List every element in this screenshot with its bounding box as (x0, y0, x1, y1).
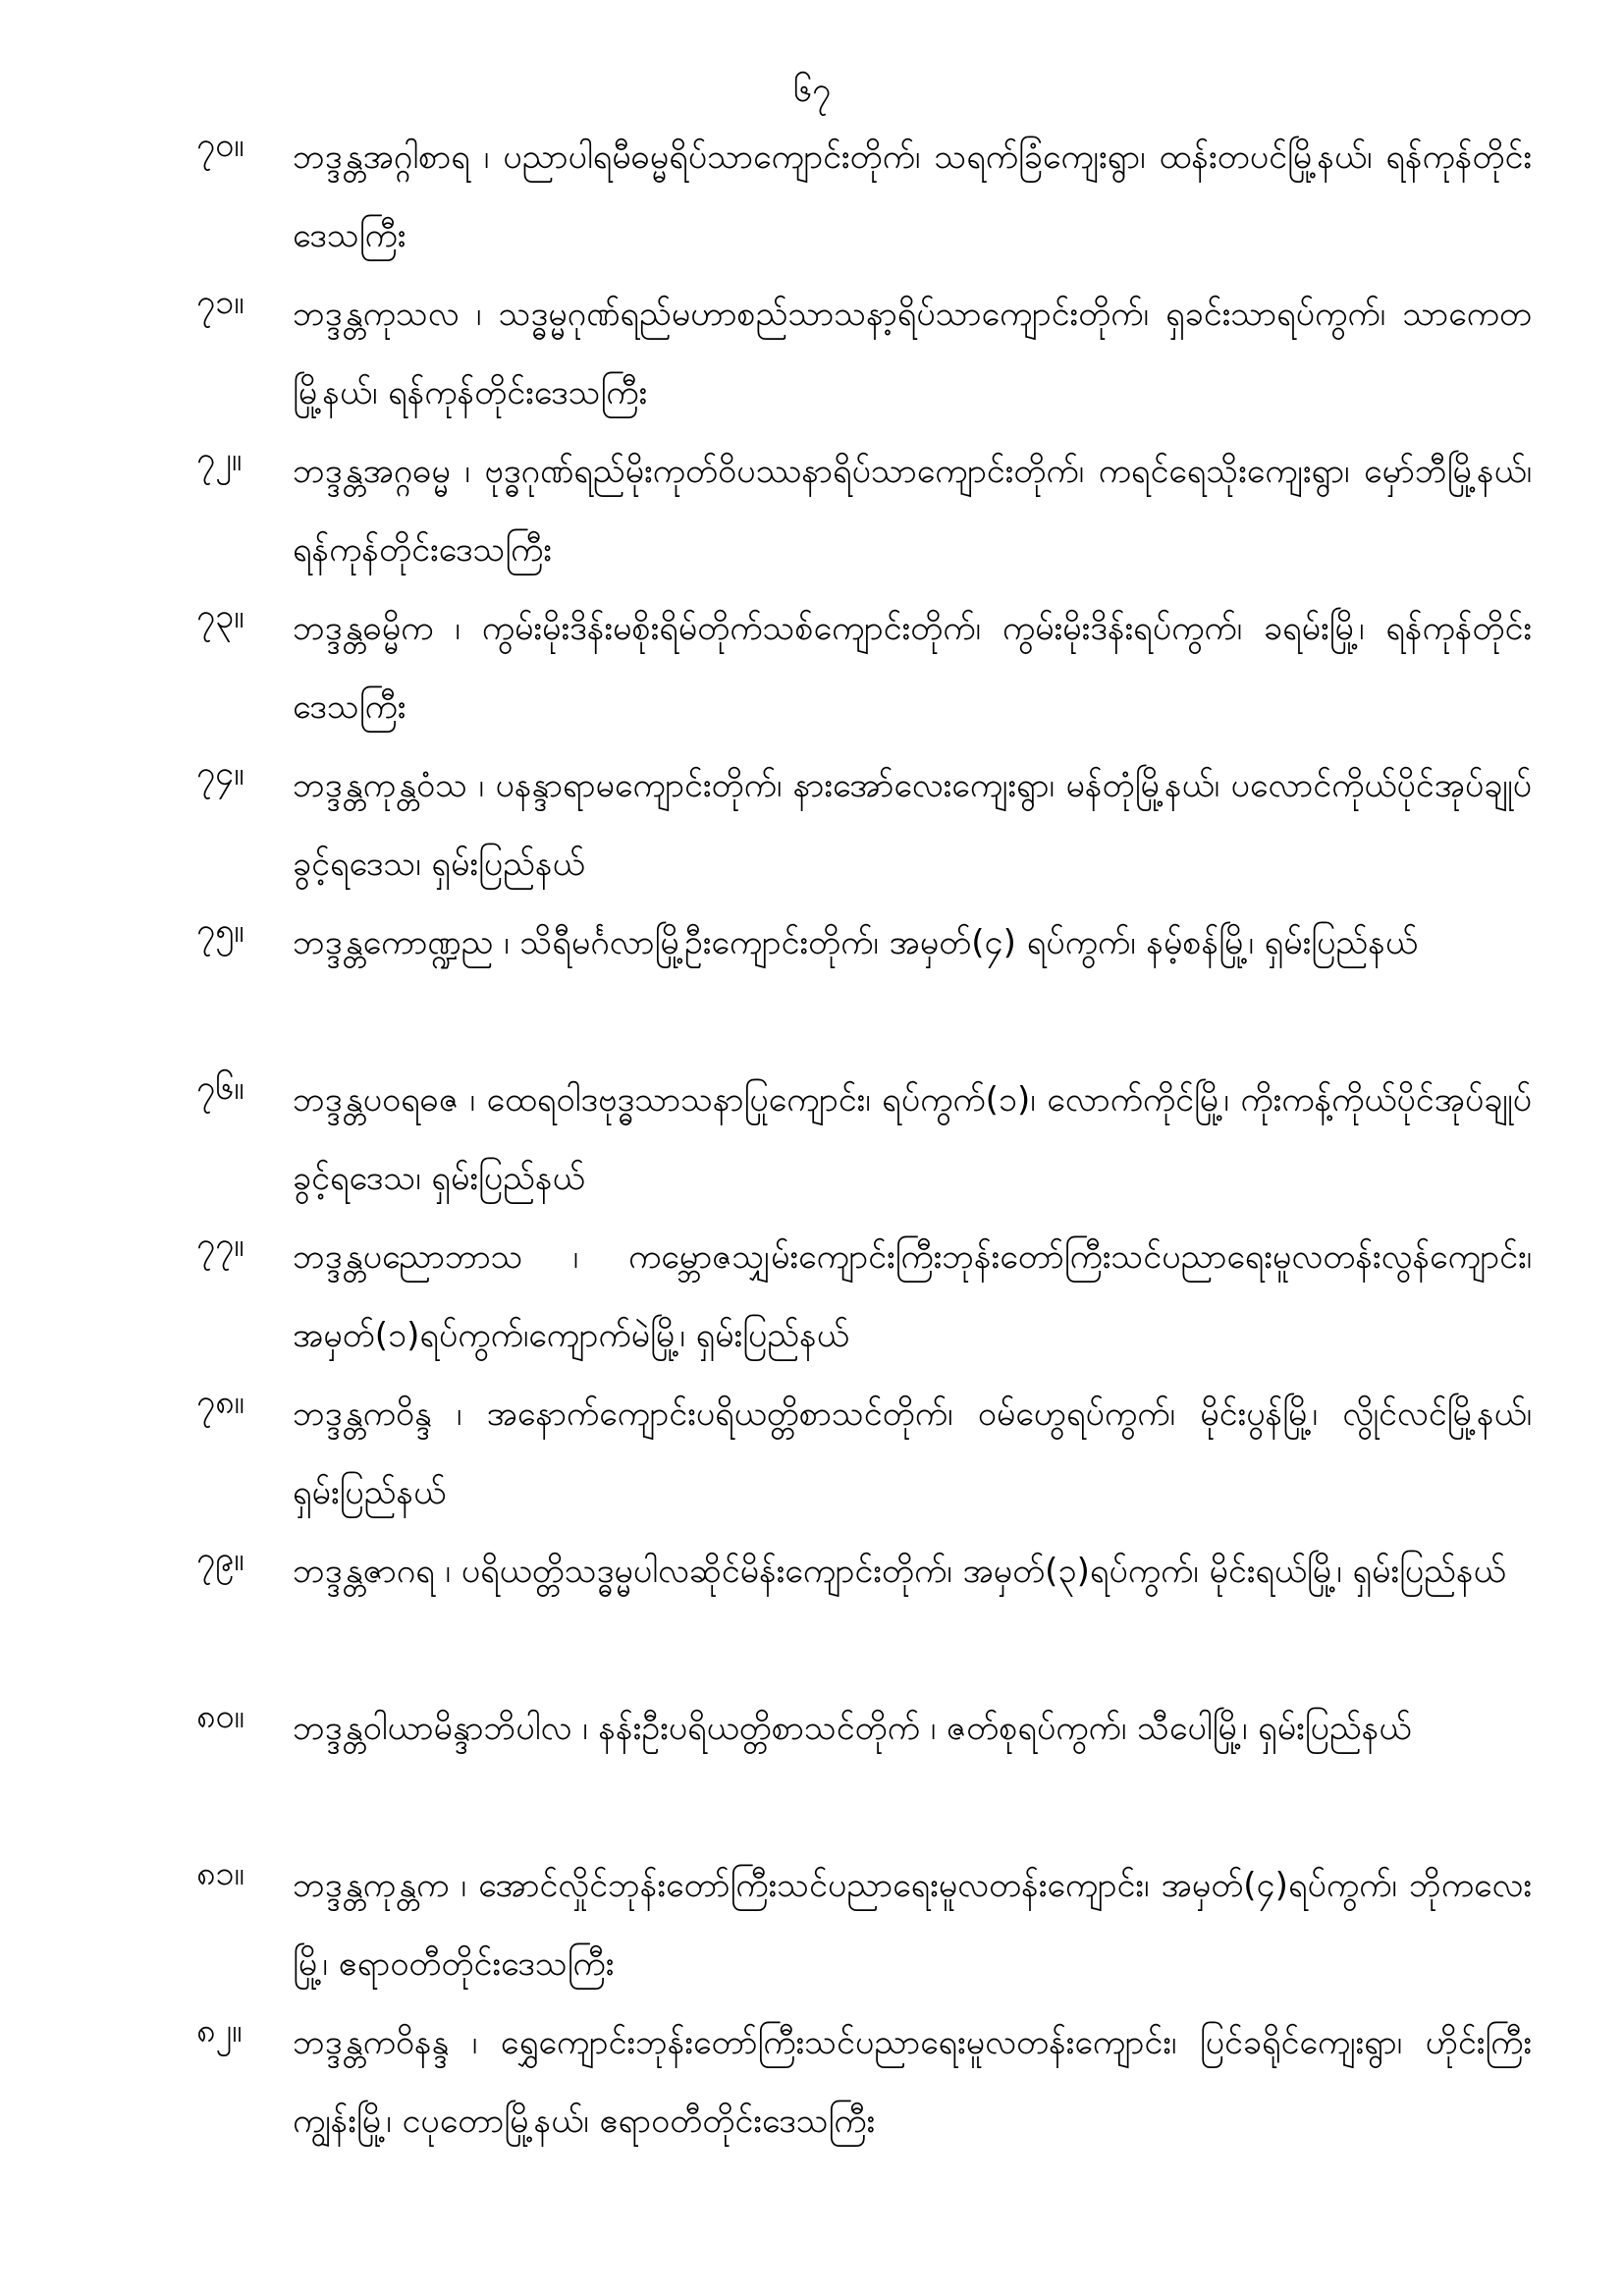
entry-text: ဘဒ္ဒန္တဇာဂရ ၊ ပရိယတ္တိသဒ္ဓမ္မပါလဆိုင်မိန်းကျောင်းတိုက်၊ အမှတ်(၃)ရပ်ကွက်၊ မိုင်းရယ်မြို့၊ ရှမ်းပြည်နယ် (293, 1552, 1506, 1591)
entry-list (0, 106, 1624, 2149)
list-item (0, 1520, 1624, 1677)
page-number: ၆၇ (792, 71, 832, 110)
entry-number: ၇၅။ (196, 911, 244, 951)
list-item (0, 1206, 1624, 1363)
list-item (0, 1677, 1624, 1834)
entry-number: ၇၃။ (196, 597, 244, 636)
entry-number: ၈၀။ (196, 1697, 244, 1736)
entry-number: ၇၉။ (196, 1540, 244, 1579)
entry-text: ဘဒ္ဒန္တအဂ္ဂဓမ္မ ၊ ဗုဒ္ဓဂုဏ်ရည်မိုးကုတ်ဝိပဿနာရိပ်သာကျောင်းတိုက်၊ ကရင်ရေသိုးကျေးရွာ၊ မှော်ဘီမြို့နယ်၊ ရန်ကုန်တိုင်းဒေသကြီး (293, 452, 1532, 570)
entry-number: ၈၁။ (196, 1854, 244, 1893)
entry-text: ဘဒ္ဒန္တဓမ္မိက ၊ ကွမ်းမိုးဒိန်းမစိုးရိမ်တိုက်သစ်ကျောင်းတိုက်၊ ကွမ်းမိုးဒိန်းရပ်ကွက်၊ ခရမ်းမြို့၊ ရန်ကုန်တိုင်းဒေသကြီး (293, 609, 1532, 727)
list-item (0, 1992, 1624, 2149)
entry-text: ဘဒ္ဒန္တကုသလ ၊ သဒ္ဓမ္မဂုဏ်ရည်မဟာစည်သာသနာ့ရိပ်သာကျောင်းတိုက်၊ ရှခင်းသာရပ်ကွက်၊ သာကေတမြို့နယ်၊ ရန်ကုန်တိုင်းဒေသကြီး (293, 295, 1532, 412)
list-item (0, 735, 1624, 892)
entry-number: ၇၁။ (196, 283, 244, 322)
list-item (0, 1834, 1624, 1992)
entry-text: ဘဒ္ဒန္တကဝိန္ဒ ၊ အနောက်ကျောင်းပရိယတ္တိစာသင်တိုက်၊ ဝမ်ဟွေရပ်ကွက်၊ မိုင်းပွန်မြို့၊ လွိုင်လင်မြို့နယ်၊ ရှမ်းပြည်နယ် (293, 1394, 1532, 1512)
list-item (0, 1049, 1624, 1206)
list-item (0, 106, 1624, 263)
list-item (0, 1363, 1624, 1520)
entry-text: ဘဒ္ဒန္တအဂ္ဂါစာရ ၊ ပညာပါရမီဓမ္မရိပ်သာကျောင်းတိုက်၊ သရက်ခြံကျေးရွာ၊ ထန်းတပင်မြို့နယ်၊ ရန်ကုန်တိုင်းဒေသကြီး (293, 137, 1532, 255)
entry-text: ဘဒ္ဒန္တကဝိနန္ဒ ၊ ရွှေကျောင်းဘုန်းတော်ကြီးသင်ပညာရေးမူလတန်းကျောင်း၊ ပြင်ခရိုင်ကျေးရွာ၊ ဟိုင်းကြီးကျွန်းမြို့၊ ငပုတောမြို့နယ်၊ ဧရာဝတီတိုင်းဒေသကြီး (293, 2023, 1532, 2141)
list-item (0, 577, 1624, 735)
list-item (0, 420, 1624, 577)
entry-text: ဘဒ္ဒန္တဝါယာမိန္ဒာဘိပါလ ၊ နန်းဦးပရိယတ္တိစာသင်တိုက် ၊ ဇတ်စုရပ်ကွက်၊ သီပေါမြို့၊ ရှမ်းပြည်နယ် (293, 1709, 1412, 1748)
entry-number: ၇၀။ (196, 126, 244, 165)
entry-text: ဘဒ္ဒန္တကုန္တက ၊ အောင်လှိုင်ဘုန်းတော်ကြီးသင်ပညာရေးမူလတန်းကျောင်း၊ အမှတ်(၄)ရပ်ကွက်၊ ဘိုကလေးမြို့၊ ဧရာဝတီတိုင်းဒေသကြီး (293, 1866, 1532, 1984)
entry-text: ဘဒ္ဒန္တပညောဘာသ ၊ ကမ္ဘောဇသျှမ်းကျောင်းကြီးဘုန်းတော်ကြီးသင်ပညာရေးမူလတန်းလွန်ကျောင်း၊ အမှတ်(၁)ရပ်ကွက်၊ကျောက်မဲမြို့၊ ရှမ်းပြည်နယ် (293, 1237, 1532, 1355)
entry-text: ဘဒ္ဒန္တပဝရဓဇ ၊ ထေရဝါဒဗုဒ္ဓသာသနာပြုကျောင်း၊ ရပ်ကွက်(၁)၊ လောက်ကိုင်မြို့၊ ကိုးကန့်ကိုယ်ပိုင်အုပ်ချုပ်ခွင့်ရဒေသ၊ ရှမ်းပြည်နယ် (293, 1080, 1532, 1198)
entry-number: ၇၄။ (196, 754, 244, 793)
list-item (0, 892, 1624, 1049)
list-item (0, 263, 1624, 420)
entry-number: ၇၈။ (196, 1383, 244, 1422)
entry-number: ၈၂။ (196, 2011, 243, 2050)
entry-number: ၇၇။ (196, 1226, 244, 1265)
entry-text: ဘဒ္ဒန္တကောဏ္ဍည ၊ သိရီမင်္ဂလာမြို့ဦးကျောင်းတိုက်၊ အမှတ်(၄) ရပ်ကွက်၊ နမ့်စန်မြို့၊ ရှမ်းပြည်နယ် (293, 923, 1418, 962)
entry-text: ဘဒ္ဒန္တကုန္တဝံသ ၊ ပနန္ဒာရာမကျောင်းတိုက်၊ နားအော်လေးကျေးရွာ၊ မန်တုံမြို့နယ်၊ ပလောင်ကိုယ်ပိုင်အုပ်ချုပ်ခွင့်ရဒေသ၊ ရှမ်းပြည်နယ် (293, 766, 1532, 884)
entry-number: ၇၆။ (196, 1068, 244, 1108)
entry-number: ၇၂။ (196, 440, 243, 479)
